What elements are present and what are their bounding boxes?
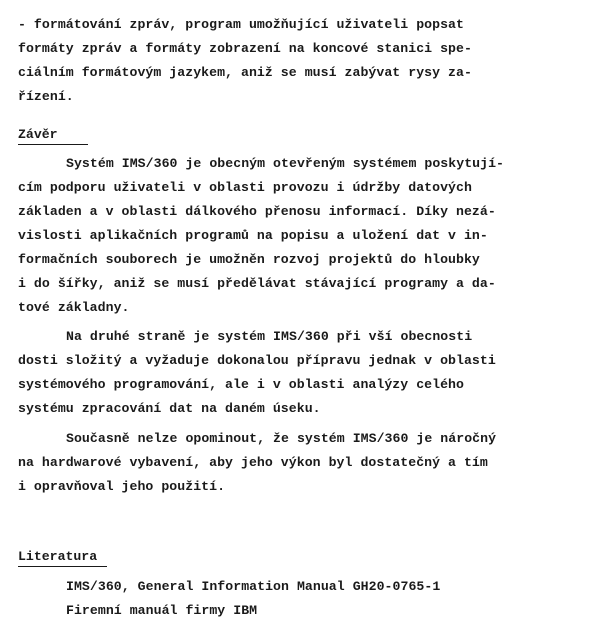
paragraph-1-line: formačních souborech je umožněn rozvoj projektů do hloubky: [18, 252, 480, 267]
paragraph-3-line: na hardwarové vybavení, aby jeho výkon byl dostatečný a tím: [18, 455, 488, 470]
reference-item: IMS/360, General Information Manual GH20-0765-1: [66, 579, 441, 594]
paragraph-1-line: vislosti aplikačních programů na popisu a uložení dat v in-: [18, 228, 488, 243]
paragraph-1-line: tové základny.: [18, 300, 130, 315]
paragraph-3-line: i opravňoval jeho použití.: [18, 479, 226, 494]
intro-line: řízení.: [18, 89, 74, 104]
paragraph-3-line: Současně nelze opominout, že systém IMS/360 je náročný: [66, 431, 497, 446]
paragraph-2-line: systému zpracování dat na daném úseku.: [18, 401, 321, 416]
paragraph-2-line: Na druhé straně je systém IMS/360 při vší obecnosti: [66, 329, 473, 344]
intro-line: - formátování zpráv, program umožňující uživateli popsat: [18, 17, 464, 32]
paragraph-1-line: základen a v oblasti dálkového přenosu informací. Díky nezá-: [18, 204, 496, 219]
reference-item: Firemní manuál firmy IBM: [66, 603, 258, 618]
paragraph-2-line: systémového programování, ale i v oblasti analýzy celého: [18, 377, 464, 392]
conclusion-heading: Závěr: [18, 126, 88, 145]
paragraph-1-line: cím podporu uživateli v oblasti provozu i údržby datových: [18, 180, 472, 195]
intro-line: ciálním formátovým jazykem, aniž se musí zabývat rysy za-: [18, 65, 472, 80]
paragraph-1-line: i do šířky, aniž se musí předělávat stávající programy a da-: [18, 276, 496, 291]
literature-heading: Literatura: [18, 548, 107, 567]
paragraph-2-line: dosti složitý a vyžaduje dokonalou přípravu jednak v oblasti: [18, 353, 496, 368]
intro-line: formáty zpráv a formáty zobrazení na koncové stanici spe-: [18, 41, 472, 56]
paragraph-1-line: Systém IMS/360 je obecným otevřeným systémem poskytují-: [66, 156, 505, 171]
